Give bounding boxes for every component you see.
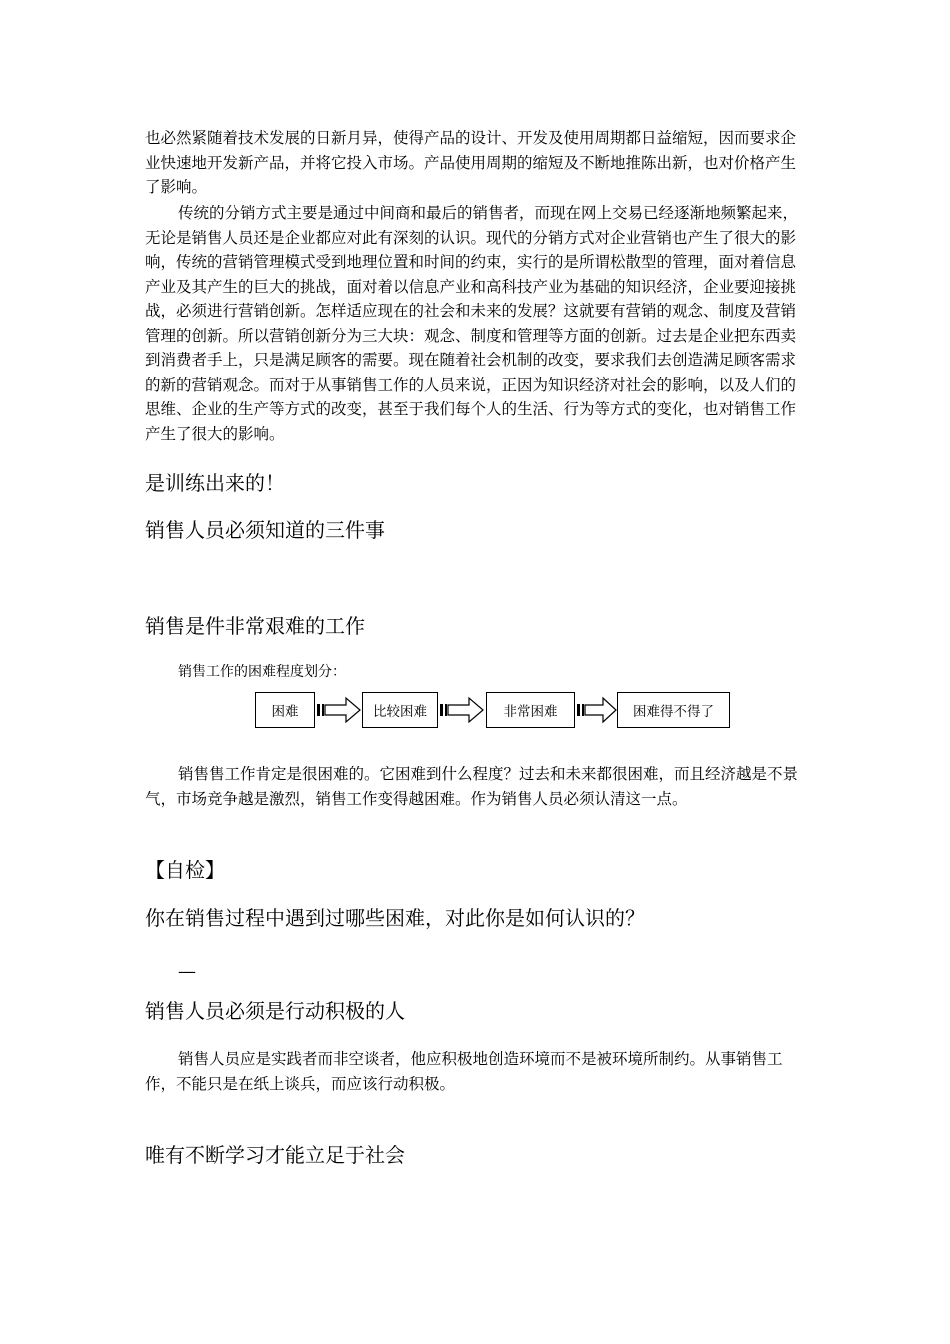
dash-mark: —	[178, 961, 196, 982]
paragraph-distribution: 传统的分销方式主要是通过中间商和最后的销售者，而现在网上交易已经逐渐地频繁起来，无论是销售人员还是企业都应对此有深刻的认识。现代的分销方式对企业营销也产生了很大的影响，传统的营销管理模式受到地理位置和时间的约束，实行的是所谓松散型的管理，面对着信息产业及其产生的巨大的挑战，面对着以信息产业和高科技产业为基础的知识经济，企业要迎接挑战，必须进行营销创新。怎样适应现在的社会和未来的发展？这就要有营销的观念、制度及营销管理的创新。所以营销创新分为三大块：观念、制度和管理等方面的创新。过去是企业把东西卖到消费者手上，只是满足顾客的需要。现在随着社会机制的改变，要求我们去创造满足顾客需求的新的营销观念。而对于从事销售工作的人员来说，正因为知识经济对社会的影响，以及人们的思维、企业的生产等方式的改变，甚至于我们每个人的生活、行为等方式的变化，也对销售工作产生了很大的影响。	[145, 204, 799, 443]
paragraph-product-cycle: 也必然紧随着技术发展的日新月异，使得产品的设计、开发及使用周期都日益缩短，因而要求企业快速地开发新产品，并将它投入市场。产品使用周期的缩短及不断地推陈出新，也对价格产生了影响。	[145, 129, 797, 196]
heading-hard-work: 销售是件非常艰难的工作	[145, 614, 365, 638]
diagram-caption: 销售工作的困难程度划分：	[178, 664, 346, 680]
arrow-right-icon	[576, 695, 618, 725]
paragraph-practitioner: 销售人员应是实践者而非空谈者，他应积极地创造环境而不是被环境所制约。从事销售工作，不能只是在纸上谈兵，而应该行动积极。	[145, 1050, 783, 1093]
arrow-right-icon	[439, 695, 485, 725]
heading-trained: 是训练出来的！	[145, 471, 285, 495]
heading-self-check: 【自检】	[145, 858, 225, 882]
arrow-right-icon	[316, 695, 362, 725]
step-difficult: 困难	[255, 692, 315, 728]
heading-keep-learning: 唯有不断学习才能立足于社会	[145, 1143, 405, 1167]
paragraph-sales-difficulty: 销售售工作肯定是很困难的。它困难到什么程度？过去和未来都很困难，而且经济越是不景气，市场竞争越是激烈，销售工作变得越困难。作为销售人员必须认清这一点。	[145, 765, 799, 808]
step-very-difficult: 非常困难	[486, 692, 575, 728]
heading-three-things: 销售人员必须知道的三件事	[145, 518, 385, 542]
heading-question: 你在销售过程中遇到过哪些困难，对此你是如何认识的？	[145, 906, 645, 930]
step-extremely-difficult: 困难得不得了	[617, 692, 730, 728]
heading-proactive: 销售人员必须是行动积极的人	[145, 999, 405, 1023]
difficulty-flow-diagram	[255, 692, 735, 734]
step-fairly-difficult: 比较困难	[362, 692, 438, 728]
